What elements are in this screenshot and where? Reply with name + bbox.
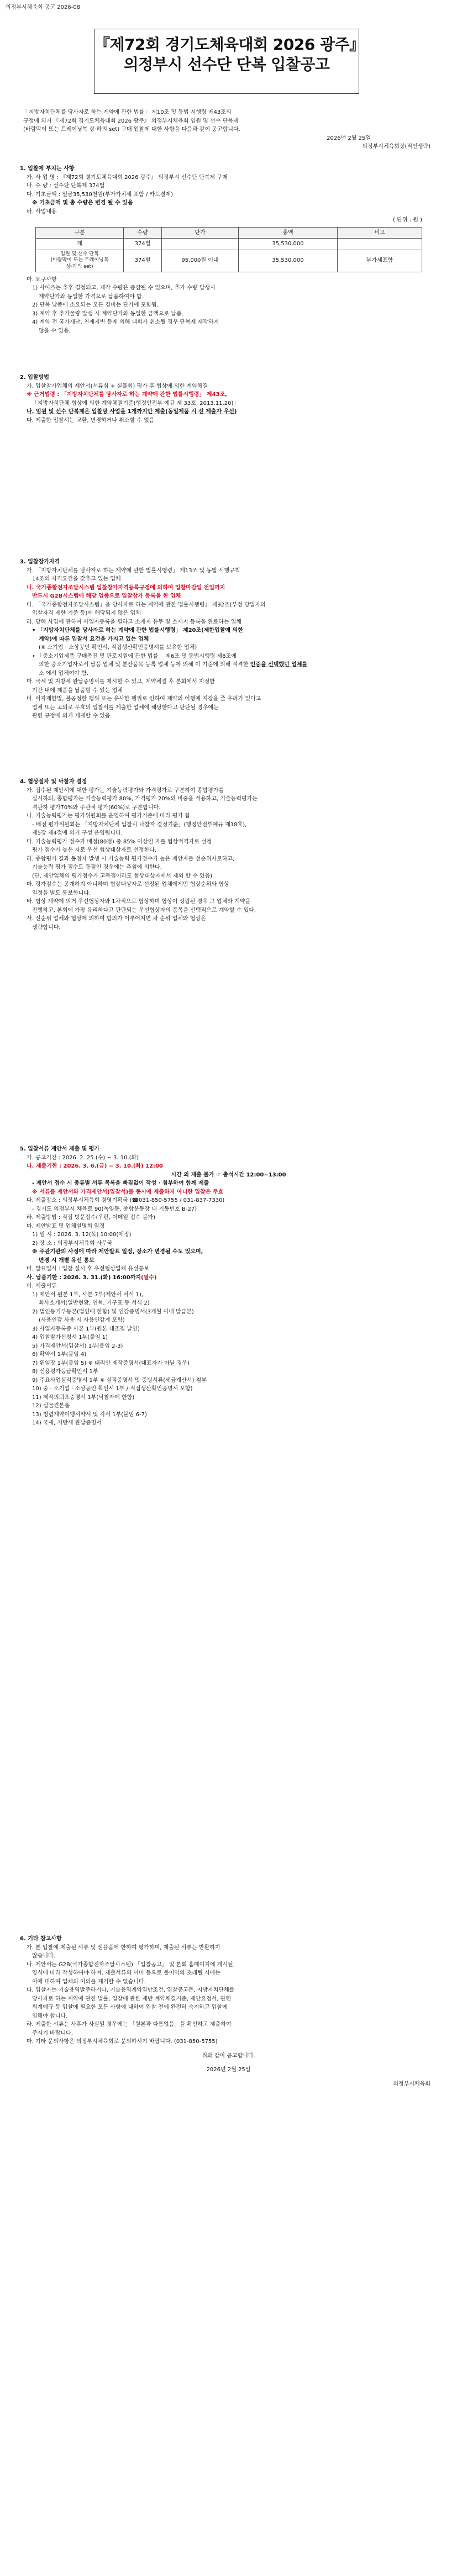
eligibility-text: 업체 또는 고의로 무효의 입찰서를 제출한 업체에 해당한다고 판단될 경우에는: [32, 704, 219, 711]
table-cell: 계: [36, 239, 124, 250]
note-text: 마. 기타 문의사항은 의정부시체육회로 문의하시기 바랍니다. (031-850-5755): [27, 2039, 218, 2045]
negotiation-text: 가. 접수된 제안서에 대한 평가는 기술능력평가와 가격평가로 구분하여 종합평가를: [27, 787, 224, 794]
negotiation-text: [20, 838, 437, 847]
eligibility-text: 라. 당해 사업에 관하여 사업자등록을 필하고 소재지 유무 및 소재지 등록을 완료하는 업체: [27, 619, 242, 625]
negotiation-text: 라. 종합평가 결과 동점자 발생 시 기술능력 평가점수가 높은 제안자를 선순위자로하고,: [27, 856, 235, 862]
note-text: 라. 제출한 서류는 사후가 사실일 경우에는 「원본과 다름없음」을 확인하고 제출하여: [27, 2021, 232, 2028]
negotiation-text: 생략합니다.: [32, 924, 61, 931]
eligibility-text: 다. 「국가종합전자조달시스템」을 당사자로 하는 계약에 관한 법률시행령」 제92조(부정 당업자의: [27, 601, 266, 608]
document-item: 13) 청렴계약이행서약서 및 각서 1부(붙임 6-7): [32, 1411, 147, 1418]
eligibility-text: (※ 소기업 · 소상공인 확인서, 직접생산확인증명서를 보유한 업체): [39, 645, 197, 651]
eligibility-text: 입찰자격 제한 기준 등)에 해당되지 않은 업체: [32, 610, 141, 616]
negotiation-text: 나. 기술능력평가는 평가위원회를 운영하여 평가기준에 따라 평가 함.: [27, 813, 192, 819]
requirement-item: 2) 단복 납품에 소요되는 모든 경비는 단가에 포함됨.: [32, 302, 159, 309]
eligibility-text: 소 에서 업체여야 함.: [39, 670, 88, 677]
eligibility-text: [20, 661, 437, 669]
submission-text: 가. 공고기간 : 2026. 2. 25.(수) ~ 3. 10.(화): [27, 1154, 139, 1161]
section-negotiation: [0, 773, 457, 932]
closing-agency: 의정부시체육회: [393, 2081, 430, 2087]
table-header: 총액: [239, 227, 338, 239]
note-text: 주시기 바랍니다.: [32, 2030, 73, 2036]
items-table: [35, 227, 422, 272]
delivery-deadline-text: 사. 납품기한 : 2026. 3. 31.(화) 16:00까지: [27, 1274, 141, 1281]
eligibility-text: 계약)에 따른 입찰서 요건을 가지고 있는 업체: [39, 636, 149, 642]
requirement-item: 4) 계약 전 국가재난, 천재지변 등에 의해 대회가 취소될 경우 단복제 제작하지: [32, 319, 219, 326]
negotiation-text: 진행하고, 본회에 가장 유리하다고 판단되는 우선협상자의 품목을 선택적으로 계약할 수 있다.: [32, 907, 256, 914]
document-item: (사용인감 사용 시 사용인감계 포함): [39, 1317, 125, 1323]
requirement-item: 1) 사이즈는 추후 결정되고, 제작 수량은 증감될 수 있으며, 추가 수량 발생시: [32, 285, 216, 292]
submission-limit: 나. 임원 및 선수 단복제은 입찰당 사업을 1개까지만 제출(동일제품 시 선 제출자 우선): [27, 409, 237, 415]
requirements-label: 마. 요구사항: [27, 276, 57, 283]
section-submission: [0, 1141, 457, 1428]
negotiation-text-part: 다. 기술능력평가 점수가 배점(80점) 중 85% 이상인 자를 협상적격자로 선정: [27, 838, 212, 845]
negotiation-text: 평가 점수가 높은 자로 우선 협상대상자로 선정한다.: [32, 847, 157, 853]
section-heading: 6. 기타 참고사항: [20, 1936, 62, 1942]
document-item: 5) 가격제안서(입찰서) 1부(붙임 2-3): [32, 1343, 123, 1349]
presentation-note: 변경 시 개별 유선 통보: [39, 1257, 94, 1264]
section-heading: 2. 입찰방법: [20, 374, 49, 381]
unit-label: ( 단위 : 원 ): [393, 217, 422, 223]
base-amount: 다. 기초금액 : 일금35,530천원(부가가치세 포함 / 카드결제): [27, 191, 173, 198]
submission-address: - 경기도 의정부시 체육로 90(녹양동, 종합운동장 내 기동빈호 B-27): [32, 1206, 197, 1212]
negotiation-text: 격관하 평가70%와 주관적 평가(60%)로 구분합니다.: [32, 804, 161, 811]
document-item: 회사소개서(일반현황, 연혁, 기구표 등 서식 2): [39, 1300, 150, 1306]
submission-place: 다. 제출장소 : 의정부시체육회 경영기획국 (☎031-850-5755 / 031-837-7330): [27, 1197, 225, 1203]
document-item: 7) 위임장 1부(붙임 5) ※ 대리인 제작증명서(대표자가 아닐 경우): [32, 1360, 190, 1366]
presentation-schedule: 마. 제안발표 및 업체설명회 일정: [27, 1223, 105, 1229]
eligibility-text: • 「지방자치단체를 당사자로 하는 계약에 관한 법률시행령」 제20조(제한입찰에 의한: [32, 627, 243, 634]
eligibility-text: 관련 규정에 의거 제재할 수 있음: [32, 713, 111, 719]
intro-date: 2026년 2월 25일: [327, 135, 371, 141]
table-cell: 95,000원 이내: [162, 250, 239, 272]
intro-text: (바람막이 또는 트레이닝복 상·하의 set) 구매 입찰에 대한 사항을 다음과 같이 공고합니다.: [23, 126, 240, 133]
intro-agency: 의정부시체육회장(직인생략): [362, 144, 430, 150]
title-box: [94, 29, 365, 94]
table-cell: 374벌: [124, 250, 162, 272]
requirement-item: 않을 수 있음.: [39, 328, 71, 334]
section-heading: 5. 입찰서류 제안서 제출 및 평가: [20, 1146, 100, 1152]
table-cell-item: [36, 250, 124, 272]
project-name: 가. 사 업 명 : 『제72회 경기도체육대회 2026 광주』 의정부시 선수단 단복제 구매: [27, 174, 228, 181]
table-header: 단가: [162, 227, 239, 239]
required-badge: (필수): [141, 1274, 157, 1281]
document-item: 12) 실물견본품: [32, 1403, 70, 1409]
quantity: 나. 수 량 : 선수단 단복제 374벌: [27, 183, 105, 189]
section-heading: 1. 입찰에 부치는 사항: [20, 166, 75, 172]
negotiation-text: 실시하되, 종합평가는 기술능력평가 80%, 가격평가 20%의 비중을 적용하고, 기술능력평가는: [32, 796, 258, 802]
project-content-label: 라. 사업내용: [27, 208, 57, 215]
eligibility-text: 가. 「지방자치단체를 당사자로 하는 계약에 관한 법률시행령」 제13조 및 동법 시행규칙: [27, 567, 240, 574]
submission-warning: ※ 서류를 제안서와 가격제안서(입찰서)를 동시에 제출하지 아니한 입찰은 무효: [32, 1189, 224, 1195]
negotiation-text: 마. 평가점수는 공개하지 아니하며 협상대상자로 선정된 업체에게만 협상순위와 협상: [27, 881, 229, 888]
legal-basis: ※ 근거법령 : 「지방자치단체를 당사자로 하는 계약에 관한 법률시행령」 제43조,: [27, 392, 227, 398]
document-item: 1) 제안서 원본 1부, 사본 7부(제안서 서식 1),: [32, 1291, 144, 1298]
table-header-row: [36, 227, 422, 239]
document-item: 2) 법인등기부등본(법인에 한함) 및 인감증명서(3개월 이내 발급본): [32, 1308, 194, 1315]
eligibility-text-emphasis: 인증을 선택했던 업체를: [250, 662, 308, 668]
presentation-note: ※ 주관기관의 사정에 따라 제안발표 일정, 장소가 변경될 수도 있으며,: [32, 1249, 203, 1255]
delivery-deadline: [20, 1274, 437, 1282]
table-row: [36, 239, 422, 250]
note-text: 다. 입찰자는 기술용역발주하거나, 기술용역계약일반조건, 입찰공고문, 지방자치단체를: [27, 1987, 235, 1993]
section-eligibility: [0, 553, 457, 721]
eligibility-text: 바. 이자제한법, 불공정한 행위 또는 유사한 행위로 인하여 계약의 이행에 지장을 줄 우려가 있다고: [27, 696, 261, 702]
requirement-item: 3) 계약 후 추가물량 발생 시 계약단가와 동일한 금액으로 납품.: [32, 310, 183, 317]
table-cell: 부가세포함: [338, 250, 422, 272]
page-title-event: 『제72회 경기도체육대회 2026 광주』: [94, 35, 365, 54]
announcement-date: 바. 발표일시 : 입찰 실시 후 우선협상업체 유선통보: [27, 1266, 149, 1272]
requirement-item: 계약단가와 동일한 가격으로 납품하여야 함.: [39, 293, 144, 300]
table-header: 구분: [36, 227, 124, 239]
document-item: 14) 국세, 지방세 완납증명서: [32, 1420, 102, 1426]
closing-date: 2026년 2월 25일: [206, 2067, 251, 2073]
table-cell: 35,530,000: [239, 250, 338, 272]
submission-deadline: 나. 제출기한 : 2026. 3. 6.(금) ~ 3. 10.(화) 12:00: [27, 1163, 163, 1169]
eligibility-text: 반드시 G2B시스템에 해당 업종으로 입찰참가 등록을 한 업체: [32, 593, 181, 599]
note-text: 당사자로 하는 계약에 관한 법률, 입찰에 관한 제반 계약체결기준, 제안요청서, 관련: [32, 1996, 232, 2002]
submission-time-note: 시간 외 제출 불가 ☞ 충석시간 12:00~13:00: [171, 1171, 286, 1178]
note-text: 나. 제안서는 G2B(국가종합전자조달시스템) 「입찰공고」 및 본회 홈페이지에 게시된: [27, 1961, 233, 1968]
item-name: 상·하의 set): [66, 263, 93, 270]
negotiation-text: 제5장 제4절에 의거 구성 운영됩니다.: [32, 830, 123, 836]
note-text: 임해야 합니다.: [32, 2013, 68, 2019]
section-bid-items: [0, 160, 457, 335]
section-heading: 3. 입찰참가자격: [20, 559, 60, 565]
submission-method: 라. 제출방법 : 직접 방문접수(우편, 이메일 접수 불가): [27, 1215, 155, 1221]
negotiation-text: 사. 선순위 업체와 협상에 의하여 합의가 이루어지면 차 순위 업체와 협상은: [27, 916, 206, 922]
table-cell: [162, 239, 239, 250]
negotiation-text: 바. 협상 계약에 의거 우선협상자와 1차적으로 협상하며 협상이 성립된 경우 그 업체와 계약을: [27, 899, 251, 905]
table-header: 수량: [124, 227, 162, 239]
closing-text: 위와 같이 공고합니다.: [202, 2052, 255, 2059]
submission-text: - 제안서 접수 시 총류별 서류 목록을 빠짐없이 작성 · 첨부하여 함께 제출: [32, 1180, 209, 1186]
note-text: 이에 대하여 업체의 이의를 제기할 수 없습니다.: [32, 1978, 146, 1985]
base-amount-note: ※ 기초금액 및 총 수량은 변경 될 수 있음: [32, 200, 133, 206]
table-header: 비고: [338, 227, 422, 239]
document-item: 11) 제작의뢰포증명서 1부(낙찰자에 한함): [32, 1394, 135, 1401]
method-text: 가. 입찰참가업체의 제안서(서류심 + 실물회) 평가 후 협상에 의한 계약체결: [27, 383, 208, 389]
section-heading: 4. 협상절차 및 낙찰자 결정: [20, 779, 87, 785]
table-cell: 35,530,000: [239, 239, 338, 250]
eligibility-text: 기간 내에 제품을 납품할 수 있는 업체: [32, 687, 123, 694]
note-text: 않습니다.: [32, 1953, 55, 1959]
eligibility-text: 마. 국세 및 지방세 완납증명서를 제시할 수 있고, 계약체결 후 본회에서 지정한: [27, 679, 215, 685]
document-item: 3) 사업자등록증 사본 1부(원본 대조필 날인): [32, 1326, 140, 1332]
document-item: 10) 중 · 소기업 · 소상공인 확인서 1부 / 직접생산확인증명서 포함): [32, 1386, 193, 1392]
table-row: [36, 250, 422, 272]
section-notes: [0, 1930, 457, 2088]
intro-section: [0, 108, 457, 151]
eligibility-text-part: 의한 중소기업자로서 납품 업체 및 분산품목 등록 업체 등에 의해 이 기준에 의해 적격한: [39, 662, 250, 668]
presentation-date: 1) 일 시 : 2026. 3. 12(목) 10:00(예정): [32, 1232, 132, 1238]
note-text: 회계예규 등 입찰에 필요한 모든 사항에 대하여 입찰 전에 완전히 숙지하고 입찰에: [32, 2004, 228, 2010]
eligibility-text: 14조의 자격요건을 갖추고 있는 업체: [32, 576, 121, 582]
section-bid-method: [0, 369, 457, 425]
negotiation-text: 기술능력 평가 점수도 동점인 경우에는 추첨에 의한다.: [32, 864, 162, 870]
item-name: (바람막이 또는 트레이닝복: [50, 257, 109, 263]
presentation-place: 2) 장 소 : 의정부시체육회 사무국: [32, 1240, 113, 1247]
item-name: 임원 및 선수 단복: [60, 251, 99, 257]
document-item: 8) 신용평가등급확인서 1부: [32, 1369, 98, 1375]
eligibility-text: 나. 국가종합전자조달시스템 입찰참가자격등록규정에 의하여 입찰마감일 전일까지: [27, 584, 225, 591]
note-text: 가. 본 입찰에 제출된 서류 및 샘플품에 한하여 평가하며, 제출된 서류는 반환하지: [27, 1944, 220, 1951]
notice-number: 의정부시체육회 공고 2026-08: [6, 4, 81, 10]
table-cell: [338, 239, 422, 250]
eligibility-text: • 「중소기업제품 구매촉진 및 판로지원에 관한 법률」 제6조 및 동법시행령 제8조에: [32, 653, 237, 659]
negotiation-text: - 배점 평가위원회는 「지방자치단체 입찰시 낙찰자 결정기준」(행정안전부예규 제18호),: [32, 821, 247, 828]
intro-text: 규정에 의거 『제72회 경기도체육대회 2026 광주』 의정부시체육회 임원 및 선수 단복제: [23, 118, 239, 124]
table-cell: 374벌: [124, 239, 162, 250]
negotiation-text: 일정을 별도 통보함니다.: [32, 890, 91, 896]
negotiation-text: (단, 제안업체의 평가점수가 고득점이라도 협상대상자에서 제외 할 수 있음): [32, 873, 213, 879]
note-text: 양식에 따라 작성하여야 하며, 제출서류의 이미 등으로 불이익의 초래될 시에는: [32, 1970, 220, 1976]
document-item: 6) 확약서 1부(붙임 4): [32, 1352, 87, 1358]
intro-text: 「지방자치단체를 당사자로 하는 계약에 관한 법률」 제10조 및 동법 시행령 제43조의: [23, 109, 232, 115]
page-title-notice: 의정부시 선수단 단복 입찰공고: [123, 55, 330, 74]
document-item: 4) 입찰참가신청서 1부(붙임 1): [32, 1334, 108, 1340]
legal-basis: 「지방자치단체 협상에 의한 계약체결기준(행정안전부 예규 제 33호, 2013.11.20)」: [32, 400, 239, 407]
document-item: 9) 주요사업실적증명서 1부 ※ 실적증명서 및 증빙서류(세금계산서) 첨부: [32, 1377, 207, 1384]
documents-label: 아. 제출서류: [27, 1283, 57, 1289]
no-change-notice: 다. 제출한 입찰서는 교환, 변경하거나 취소할 수 없음: [27, 417, 155, 424]
